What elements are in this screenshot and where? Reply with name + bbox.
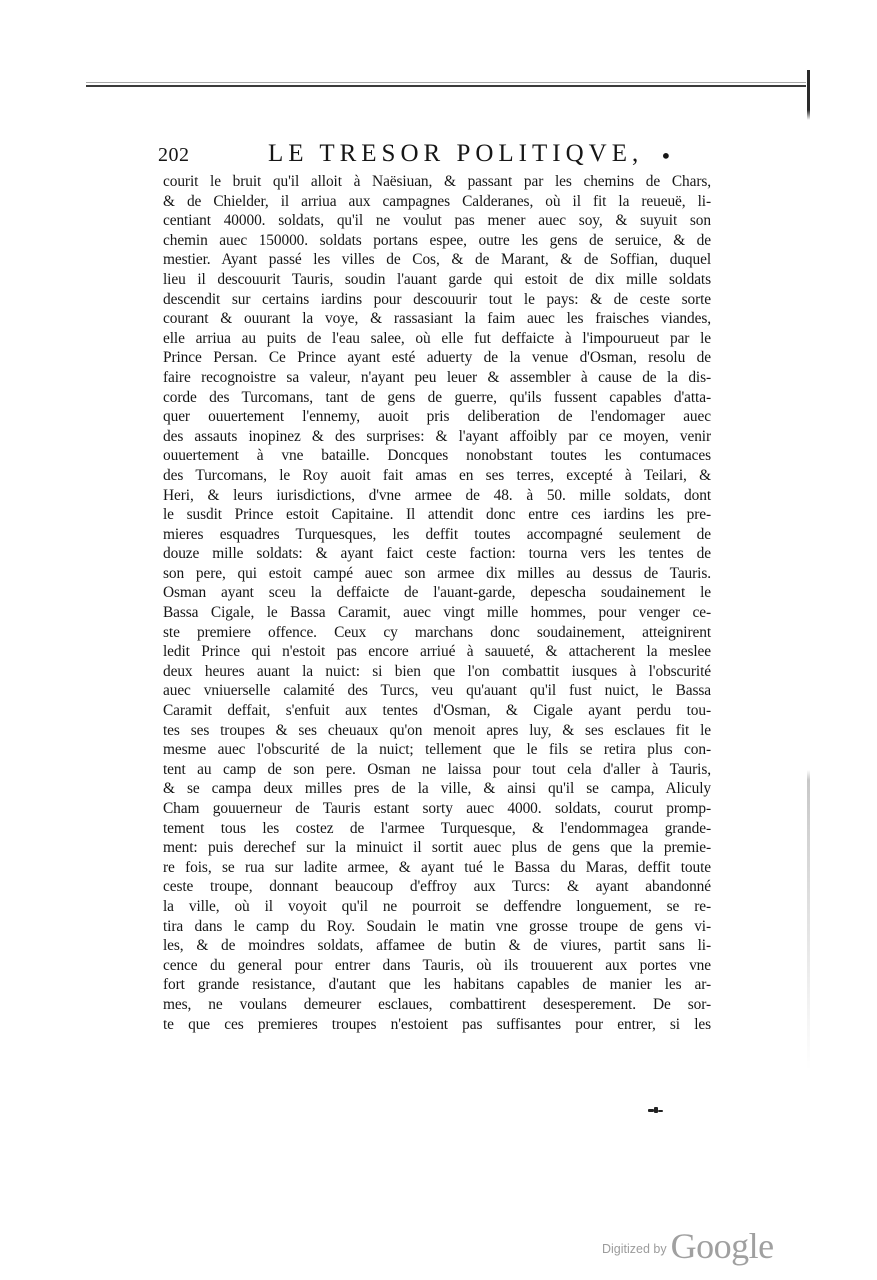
text-line: chemin auec 150000. soldats portans espee, outre les gens de seruice, & de bbox=[163, 231, 711, 249]
text-line: courant & ouurant la voye, & rassasiant la faim auec les fraisches viandes, bbox=[163, 310, 711, 328]
text-line: ceste troupe, donnant beaucoup d'effroy aux Turcs: & ayant abandonné bbox=[163, 878, 711, 896]
text-line: corde des Turcomans, tant de gens de guerre, qu'ils fussent capables d'atta- bbox=[163, 388, 711, 406]
text-line: tira dans le camp du Roy. Soudain le matin vne grosse troupe de gens vi- bbox=[163, 917, 711, 935]
text-line: les, & de moindres soldats, affamee de butin & de viures, partit sans li- bbox=[163, 937, 711, 955]
text-line: quer ouuertement l'ennemy, auoit pris deliberation de l'endomager auec bbox=[163, 408, 711, 426]
text-line: mesme auec l'obscurité de la nuict; tellement que le fils se retira plus con- bbox=[163, 741, 711, 759]
header-ornament: • bbox=[660, 144, 672, 168]
text-line: des assauts inopinez & des surprises: & l'ayant affoibly par ce moyen, venir bbox=[163, 427, 711, 445]
text-line: fort grande resistance, d'autant que les habitans capables de manier les ar- bbox=[163, 976, 711, 994]
text-line: cence du general pour entrer dans Tauris, où ils trouuerent aux portes vne bbox=[163, 956, 711, 974]
text-line: tement tous les costez de l'armee Turquesque, & l'endommagea grande- bbox=[163, 819, 711, 837]
digitized-watermark bbox=[602, 1224, 774, 1264]
text-line: Osman ayant sceu la deffaicte de l'auant-garde, depescha soudainement le bbox=[163, 584, 711, 602]
text-line: descendit sur certains iardins pour descouurir tout le pays: & de ceste sorte bbox=[163, 290, 711, 308]
text-line: re fois, se rua sur ladite armee, & ayant tué le Bassa du Maras, deffit toute bbox=[163, 858, 711, 876]
google-logo: Google bbox=[670, 1226, 774, 1266]
digitized-by-label: Digitized by bbox=[602, 1242, 667, 1256]
text-line: ment: puis derechef sur la minuict il sortit auec plus de gens que la premie- bbox=[163, 839, 711, 857]
text-line: elle arriua au puits de l'eau salee, où elle fut deffaicte à l'impourueut par le bbox=[163, 329, 711, 347]
text-line: ouuertement à vne bataille. Doncques nonobstant toutes les contumaces bbox=[163, 447, 711, 465]
text-line: mestier. Ayant passé les villes de Cos, & de Marant, & de Soffian, duquel bbox=[163, 251, 711, 269]
text-line: ste premiere offence. Ceux cy marchans donc soudainement, atteignirent bbox=[163, 623, 711, 641]
text-line: courit le bruit qu'il alloit à Naësiuan, & passant par les chemins de Chars, bbox=[163, 173, 711, 190]
page-number: 202 bbox=[158, 144, 190, 166]
text-line: auec vniuerselle calamité des Turcs, veu qu'auant qu'il fust nuict, le Bassa bbox=[163, 682, 711, 700]
text-line: Heri, & leurs iurisdictions, d'vne armee de 48. à 50. mille soldats, dont bbox=[163, 486, 711, 504]
text-line: le susdit Prince estoit Capitaine. Il attendit donc entre ces iardins les pre- bbox=[163, 506, 711, 524]
text-line: te que ces premieres troupes n'estoient pas suffisantes pour entrer, si les bbox=[163, 1015, 711, 1033]
text-line: ledit Prince qui n'estoit pas encore arriué à sauueté, & attacherent la meslee bbox=[163, 643, 711, 661]
text-line: mieres esquadres Turquesques, les deffit toutes accompagné seulement de bbox=[163, 525, 711, 543]
text-line: & se campa deux milles pres de la ville, & ainsi qu'il se campa, Aliculy bbox=[163, 780, 711, 798]
body-text bbox=[163, 172, 711, 1034]
text-line: lieu il descouurit Tauris, soudin l'auant garde qui estoit de dix mille soldats bbox=[163, 270, 711, 288]
ink-blot-mark bbox=[648, 1106, 664, 1116]
text-line: douze mille soldats: & ayant faict ceste faction: tourna vers les tentes de bbox=[163, 545, 711, 563]
scan-right-edge bbox=[807, 70, 810, 1070]
text-line: son pere, qui estoit campé auec son armee dix milles au dessus de Tauris. bbox=[163, 564, 711, 582]
text-line: tes ses troupes & ses cheuaux qu'on menoit apres luy, & ses esclaues fit le bbox=[163, 721, 711, 739]
text-line: Bassa Cigale, le Bassa Caramit, auec vingt mille hommes, pour venger ce- bbox=[163, 604, 711, 622]
page-header bbox=[158, 140, 718, 170]
text-line: Prince Persan. Ce Prince ayant esté aduerty de la venue d'Osman, resolu de bbox=[163, 349, 711, 367]
text-line: mes, ne voulans demeurer esclaues, combattirent desesperement. De sor- bbox=[163, 995, 711, 1013]
text-line: des Turcomans, le Roy auoit fait amas en ses terres, excepté à Teilari, & bbox=[163, 466, 711, 484]
text-line: deux heures auant la nuict: si bien que l'on combattit iusques à l'obscurité bbox=[163, 662, 711, 680]
text-line: & de Chielder, il arriua aux campagnes Calderanes, où il fit la reueuë, li- bbox=[163, 192, 711, 210]
text-line: Cham gouuerneur de Tauris estant sorty auec 4000. soldats, courut promp- bbox=[163, 800, 711, 817]
scan-top-edge bbox=[86, 82, 806, 91]
text-line: centiant 40000. soldats, qu'il ne voulut pas mener auec soy, & suyuit son bbox=[163, 212, 711, 230]
text-line: Caramit deffait, s'enfuit aux tentes d'Osman, & Cigale ayant perdu tou- bbox=[163, 702, 711, 720]
running-title: LE TRESOR POLITIQVE, bbox=[268, 140, 644, 167]
text-line: la ville, où il voyoit qu'il ne pourroit se deffendre longuement, se re- bbox=[163, 897, 711, 915]
text-line: tent au camp de son pere. Osman ne laissa pour tout cela d'aller à Tauris, bbox=[163, 760, 711, 778]
text-line: faire recognoistre sa valeur, n'ayant peu leuer & assembler à cause de la dis- bbox=[163, 368, 711, 386]
